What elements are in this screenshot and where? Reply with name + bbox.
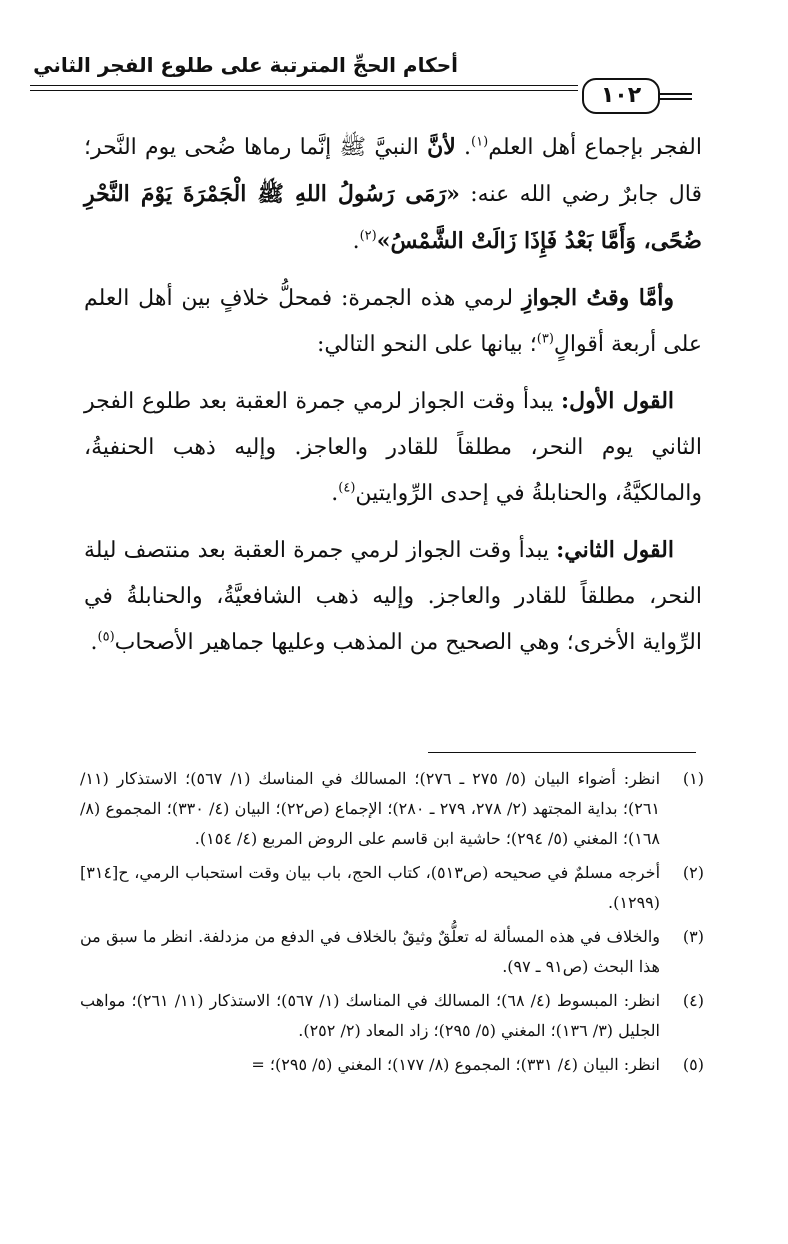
- header-ornament-lines: [660, 93, 692, 107]
- footnote-item: [80, 1050, 704, 1080]
- page-number-box: [582, 78, 660, 114]
- footnotes: [80, 764, 704, 1084]
- footnote-text: أخرجه مسلمٌ في صحيحه (ص٥١٣)، كتاب الحج، باب بيان وقت استحباب الرمي، ح[٣١٤] (١٢٩٩).: [80, 863, 661, 912]
- footnote-item: [80, 986, 704, 1046]
- footnote-separator: [428, 752, 696, 753]
- paragraph-3: [84, 378, 702, 517]
- opinion-heading: القول الثاني:: [556, 537, 674, 563]
- hadith-quote: «رَمَى رَسُولُ اللهِ ﷺ الْجَمْرَةَ يَوْمَ النَّحْرِ ضُحًى، وَأَمَّا بَعْدُ فَإِذَا زَالَتْ الشَّمْسُ»: [84, 181, 702, 254]
- footnote-text: انظر: البيان (٤/ ٣٣١)؛ المجموع (٨/ ١٧٧)؛ المغني (٥/ ٢٩٥)؛ =: [251, 1055, 660, 1074]
- footnote-number: (١): [682, 769, 704, 788]
- footnote-number: (٢): [682, 863, 704, 882]
- header-rule: [30, 85, 578, 86]
- opinion-heading: القول الأول:: [561, 388, 675, 414]
- text-run: يبدأ وقت الجواز لرمي جمرة العقبة بعد طلوع الفجر الثاني يوم النحر، مطلقاً للقادر والعاجز. وإليه ذهب الحنفيةُ، والمالكيَّةُ، والحنابلةُ في إحدى الرِّوايتين: [84, 389, 702, 506]
- text-run: .: [90, 630, 98, 655]
- footnote-item: [80, 922, 704, 982]
- text-run: .: [455, 135, 472, 160]
- footnote-ref[interactable]: (٤): [338, 480, 356, 496]
- header-rule: [30, 90, 578, 91]
- text-run: يبدأ وقت الجواز لرمي جمرة العقبة بعد منتصف ليلة النحر، مطلقاً للقادر والعاجز. وإليه ذهب الشافعيَّةُ، والحنابلةُ في الرِّواية الأخرى؛ وهي الصحيح من المذهب وعليها جماهير الأصحاب: [84, 538, 702, 655]
- footnote-number: (٥): [682, 1055, 704, 1074]
- running-title: أحكام الحجِّ المترتبة على طلوع الفجر الثاني: [33, 53, 458, 77]
- body-text: [84, 124, 702, 676]
- footnote-ref[interactable]: (٣): [536, 331, 554, 347]
- page-number: ١٠٢: [600, 83, 642, 108]
- paragraph-2: [84, 275, 702, 368]
- paragraph-1: [84, 124, 702, 265]
- text-run: الفجر بإجماع أهل العلم: [488, 135, 702, 160]
- text-run: ؛ بيانها على النحو التالي:: [316, 332, 537, 357]
- footnote-ref[interactable]: (٢): [359, 228, 377, 244]
- bold-run: لأنَّ: [427, 134, 456, 160]
- footnote-number: (٤): [682, 991, 704, 1010]
- footnote-item: [80, 858, 704, 918]
- text-run: لرمي هذه الجمرة: فمحلُّ خلافٍ بين أهل العلم على أربعة أقوالٍ: [84, 286, 702, 357]
- footnote-text: والخلاف في هذه المسألة له تعلُّقٌ وثيقٌ بالخلاف في الدفع من مزدلفة. انظر ما سبق من هذا البحث (ص٩١ ـ ٩٧).: [80, 927, 660, 976]
- section-heading-inline: وأمَّا وقتُ الجوازِ: [521, 285, 675, 311]
- footnote-ref[interactable]: (١): [471, 134, 489, 150]
- text-run: .: [331, 481, 339, 506]
- footnote-number: (٣): [682, 927, 704, 946]
- text-run: النبيَّ ﷺ إنَّما رماها ضُحى يوم النَّحر؛ قال جابرٌ رضي الله عنه:: [84, 135, 702, 207]
- footnote-item: [80, 764, 704, 854]
- footnote-text: انظر: أضواء البيان (٥/ ٢٧٥ ـ ٢٧٦)؛ المسالك في المناسك (١/ ٥٦٧)؛ الاستذكار (١١/ ٢٦١)؛ بداية المجتهد (٢/ ٢٧٨، ٢٧٩ ـ ٢٨٠)؛ الإجماع (ص٢٢)؛ البيان (٤/ ٣٣٠)؛ المجموع (٨/ ١٦٨)؛ المغني (٥/ ٢٩٤)؛ حاشية ابن قاسم على الروض المربع (٤/ ١٥٤).: [80, 769, 661, 848]
- footnote-ref[interactable]: (٥): [97, 629, 115, 645]
- paragraph-4: [84, 527, 702, 666]
- footnote-text: انظر: المبسوط (٤/ ٦٨)؛ المسالك في المناسك (١/ ٥٦٧)؛ الاستذكار (١١/ ٢٦١)؛ مواهب الجليل (٣/ ١٣٦)؛ المغني (٥/ ٢٩٥)؛ زاد المعاد (٢/ ٢٥٢).: [80, 991, 661, 1040]
- text-run: .: [352, 229, 360, 254]
